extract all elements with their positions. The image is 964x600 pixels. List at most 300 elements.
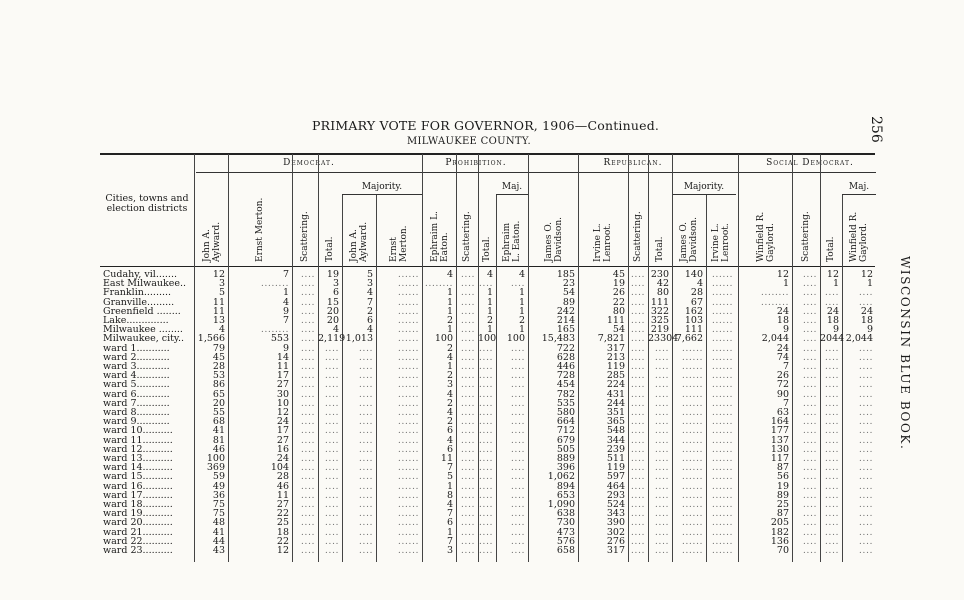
vote-cell: 24 [276, 453, 289, 464]
vote-cell: 68 [212, 416, 225, 428]
column-header: Scattering. [633, 211, 643, 262]
vote-cell: 9 [832, 324, 839, 336]
vote-cell: ...... [711, 462, 733, 474]
party-header-republican: Republican. [603, 158, 663, 168]
vote-cell: .... [654, 471, 669, 483]
vote-cell: .... [358, 535, 373, 547]
vote-cell: 1 [446, 324, 453, 336]
vote-cell: ...... [711, 535, 733, 547]
vote-cell: .... [460, 370, 475, 382]
vote-cell: ...... [681, 462, 703, 474]
vote-cell: 4 [332, 324, 339, 336]
vote-cell: ........ [260, 324, 289, 336]
vote-cell: 5 [446, 471, 453, 483]
vote-cell: .... [300, 407, 315, 418]
vote-cell: 597 [606, 471, 625, 483]
vote-cell: .... [802, 315, 817, 326]
vote-cell: ........ [260, 278, 289, 290]
vote-cell: 27 [276, 379, 289, 391]
vote-cell: 100 [434, 333, 453, 345]
vote-cell: .... [460, 296, 475, 308]
vote-cell: .... [358, 397, 373, 409]
district-name: Granville......... [103, 297, 175, 308]
vote-cell: .... [300, 370, 315, 382]
vote-cell: ........ [424, 278, 453, 290]
vote-cell: ...... [711, 379, 733, 391]
vote-cell: .... [824, 425, 839, 437]
vote-cell: .... [460, 526, 475, 538]
vote-cell: 653 [556, 489, 575, 501]
vote-cell: ...... [681, 471, 703, 483]
vote-cell: .... [630, 269, 645, 280]
vote-cell: ...... [681, 416, 703, 428]
vote-cell: ...... [681, 508, 703, 520]
vote-cell: 24 [776, 305, 789, 317]
vote-cell: 473 [556, 526, 575, 538]
vote-cell: .... [300, 397, 315, 409]
vote-cell: .... [510, 453, 525, 464]
vote-cell: .... [858, 471, 873, 483]
vote-cell: 13 [212, 315, 225, 326]
page-subtitle: MILWAUKEE COUNTY. [407, 136, 531, 147]
vote-cell: 12 [776, 269, 789, 280]
table-header-rule [100, 266, 875, 267]
vote-cell: 1 [486, 324, 493, 336]
vote-cell: 2 [518, 315, 525, 326]
vote-cell: 75 [212, 499, 225, 510]
vote-cell: .... [510, 342, 525, 354]
vote-cell: 7 [446, 508, 453, 520]
vote-cell: .... [358, 361, 373, 372]
vote-cell: .... [510, 462, 525, 474]
vote-cell: .... [300, 296, 315, 308]
vote-cell: 6 [446, 517, 453, 529]
vote-cell: .... [300, 324, 315, 336]
vote-cell: .... [654, 517, 669, 529]
vote-cell: .... [460, 333, 475, 345]
vote-cell: .... [630, 407, 645, 418]
vote-cell: .... [858, 370, 873, 382]
vote-cell: 15,483 [541, 333, 575, 345]
party-underline [196, 172, 876, 173]
vote-cell: 100 [206, 453, 225, 464]
vote-cell: 22 [276, 508, 289, 520]
vote-cell: .... [630, 305, 645, 317]
vote-cell: .... [460, 517, 475, 529]
vote-cell: ...... [397, 407, 419, 418]
vote-cell: .... [478, 351, 493, 363]
vote-cell: 100 [506, 333, 525, 345]
vote-cell: .... [460, 453, 475, 464]
vote-cell: .... [630, 388, 645, 400]
vote-cell: .... [460, 545, 475, 556]
vote-cell: .... [630, 545, 645, 556]
vote-cell: 390 [606, 517, 625, 529]
vote-cell: 28 [212, 361, 225, 372]
column-header: John A. Aylward. [202, 221, 222, 262]
vote-cell: 239 [606, 443, 625, 455]
column-header: Scattering. [300, 211, 310, 262]
vote-cell: 396 [556, 462, 575, 474]
vote-cell: 56 [776, 471, 789, 483]
vote-cell: ...... [397, 278, 419, 290]
vote-cell: .... [824, 296, 839, 308]
vote-cell: ...... [397, 462, 419, 474]
vote-cell: .... [824, 517, 839, 529]
vote-cell: 1 [518, 305, 525, 317]
vote-cell: .... [858, 342, 873, 354]
vote-cell: ...... [711, 508, 733, 520]
vote-cell: .... [858, 489, 873, 501]
vote-cell: ...... [397, 370, 419, 382]
vote-cell: 79 [212, 342, 225, 354]
vote-cell: 67 [690, 296, 703, 308]
district-name: ward 17.......... [103, 490, 173, 501]
vote-cell: .... [630, 508, 645, 520]
vote-cell: 242 [556, 305, 575, 317]
vote-cell: 20 [326, 315, 339, 326]
vote-cell: 89 [562, 296, 575, 308]
vote-cell: .... [824, 499, 839, 510]
vote-cell: 464 [606, 480, 625, 492]
vote-cell: 12 [826, 269, 839, 280]
vote-cell: 177 [770, 425, 789, 437]
vote-cell: .... [324, 361, 339, 372]
vote-cell: .... [802, 535, 817, 547]
vote-cell: 4 [446, 351, 453, 363]
vote-cell: .... [478, 388, 493, 400]
majority-label-democrat: Majority. [361, 182, 403, 192]
vote-cell: ...... [711, 434, 733, 446]
vote-cell: .... [630, 361, 645, 372]
column-header: Scattering. [462, 211, 472, 262]
vote-cell: .... [510, 480, 525, 492]
district-name: ward 23.......... [103, 546, 173, 556]
vote-cell: ...... [397, 425, 419, 437]
vote-cell: .... [358, 480, 373, 492]
district-name: ward 19.......... [103, 509, 173, 520]
vote-cell: 4 [446, 434, 453, 446]
vote-cell: 7 [446, 462, 453, 474]
vote-cell: .... [654, 526, 669, 538]
vote-cell: .... [510, 443, 525, 455]
vote-cell: .... [324, 379, 339, 391]
vote-cell: .... [324, 397, 339, 409]
vote-cell: .... [802, 269, 817, 280]
vote-cell: .... [358, 499, 373, 510]
vote-cell: .... [858, 287, 873, 299]
vote-cell: .... [824, 508, 839, 520]
vote-cell: ...... [681, 361, 703, 372]
vote-cell: .... [510, 416, 525, 428]
vote-cell: .... [802, 425, 817, 437]
vote-cell: .... [460, 315, 475, 326]
vote-cell: 3 [446, 545, 453, 556]
vote-cell: .... [802, 342, 817, 354]
vote-cell: .... [630, 333, 645, 345]
vote-cell: .... [510, 517, 525, 529]
vote-cell: .... [460, 361, 475, 372]
vote-cell: 28 [276, 471, 289, 483]
vote-cell: .... [858, 388, 873, 400]
vote-cell: .... [510, 370, 525, 382]
vote-cell: .... [802, 480, 817, 492]
vote-cell: .... [324, 508, 339, 520]
vote-cell: 1 [446, 480, 453, 492]
vote-cell: .... [478, 535, 493, 547]
vote-cell: 505 [556, 443, 575, 455]
vote-cell: 285 [606, 370, 625, 382]
vote-cell: ...... [681, 379, 703, 391]
vote-cell: 889 [556, 453, 575, 464]
vote-cell: .... [300, 517, 315, 529]
vote-cell: 4 [218, 324, 225, 336]
vote-cell: 7 [282, 269, 289, 280]
vote-cell: .... [358, 471, 373, 483]
vote-cell: .... [300, 535, 315, 547]
vote-cell: .... [630, 499, 645, 510]
vote-cell: .... [460, 351, 475, 363]
vote-cell: .... [630, 434, 645, 446]
vote-cell: 86 [212, 379, 225, 391]
vote-cell: 658 [556, 545, 575, 556]
vote-cell: .... [460, 269, 475, 280]
vote-cell: 17 [276, 370, 289, 382]
vote-cell: .... [478, 499, 493, 510]
vote-cell: 27 [276, 434, 289, 446]
vote-cell: 4 [446, 388, 453, 400]
vote-cell: 137 [770, 434, 789, 446]
vote-cell: .... [460, 425, 475, 437]
vote-cell: 5 [366, 269, 373, 280]
district-name: ward 7........... [103, 398, 170, 409]
vote-cell: ...... [681, 388, 703, 400]
vote-cell: .... [460, 508, 475, 520]
vote-cell: 3 [446, 379, 453, 391]
column-header: John A. Aylward. [349, 221, 369, 262]
vote-cell: .... [478, 453, 493, 464]
vote-cell: 18 [776, 315, 789, 326]
vote-cell: .... [858, 425, 873, 437]
district-name: Greenfield ........ [103, 306, 181, 317]
vote-cell: ...... [711, 489, 733, 501]
vote-cell: ...... [711, 278, 733, 290]
vote-cell: .... [460, 462, 475, 474]
vote-cell: .... [510, 508, 525, 520]
vote-cell: .... [858, 499, 873, 510]
vote-cell: ...... [711, 361, 733, 372]
vote-cell: .... [654, 407, 669, 418]
vote-cell: ...... [711, 407, 733, 418]
vote-cell: 730 [556, 517, 575, 529]
vote-cell: .... [358, 545, 373, 556]
district-name: ward 21.......... [103, 527, 173, 538]
majority-label-republican: Majority. [683, 182, 725, 192]
vote-cell: .... [300, 434, 315, 446]
vote-cell: ...... [397, 361, 419, 372]
vote-cell: .... [654, 416, 669, 428]
vote-cell: 894 [556, 480, 575, 492]
vote-cell: .... [802, 370, 817, 382]
vote-cell: .... [460, 278, 475, 290]
vote-cell: ...... [681, 342, 703, 354]
vote-cell: 6 [446, 443, 453, 455]
vote-cell: 7,821 [597, 333, 625, 345]
vote-cell: 119 [606, 361, 625, 372]
vote-cell: .... [510, 471, 525, 483]
district-name: ward 20.......... [103, 518, 173, 529]
vote-cell: 6 [332, 287, 339, 299]
vote-cell: .... [824, 370, 839, 382]
vote-cell: .... [460, 443, 475, 455]
vote-cell: 219 [650, 324, 669, 336]
column-header: Ephraim L. Eaton. [430, 211, 450, 262]
vote-cell: .... [478, 471, 493, 483]
vote-cell: .... [824, 471, 839, 483]
vote-cell: 63 [776, 407, 789, 418]
vote-cell: 1 [282, 287, 289, 299]
vote-cell: .... [510, 434, 525, 446]
vote-cell: 59 [212, 471, 225, 483]
vote-cell: 136 [770, 535, 789, 547]
vote-cell: .... [858, 443, 873, 455]
vote-cell: .... [300, 278, 315, 290]
vote-cell: ...... [397, 443, 419, 455]
vote-cell: .... [324, 499, 339, 510]
vote-cell: ...... [711, 517, 733, 529]
vote-cell: .... [300, 333, 315, 345]
vote-cell: 1 [446, 287, 453, 299]
vote-cell: .... [460, 379, 475, 391]
vote-cell: 111 [684, 324, 703, 336]
vote-cell: 1,090 [547, 499, 575, 510]
vote-cell: 41 [212, 425, 225, 437]
vote-cell: 12 [212, 269, 225, 280]
vote-cell: 44 [212, 535, 225, 547]
vote-cell: 524 [606, 499, 625, 510]
district-name: East Milwaukee.. [103, 279, 187, 290]
vote-cell: 664 [556, 416, 575, 428]
vote-cell: 1,062 [547, 471, 575, 483]
vote-cell: ...... [397, 526, 419, 538]
vote-cell: 30 [276, 388, 289, 400]
vote-cell: .... [460, 407, 475, 418]
vote-cell: .... [478, 480, 493, 492]
vote-cell: .... [300, 416, 315, 428]
vote-cell: ...... [711, 471, 733, 483]
vote-cell: .... [858, 397, 873, 409]
vote-cell: 1 [518, 287, 525, 299]
district-name: ward 5........... [103, 380, 170, 391]
vote-cell: .... [300, 269, 315, 280]
vote-cell: .... [630, 471, 645, 483]
vote-cell: ...... [397, 379, 419, 391]
vote-cell: .... [510, 397, 525, 409]
vote-cell: ...... [397, 315, 419, 326]
vote-cell: 12 [860, 269, 873, 280]
vote-cell: ...... [397, 545, 419, 556]
vote-cell: 580 [556, 407, 575, 418]
vote-cell: 344 [606, 434, 625, 446]
vote-cell: .... [324, 462, 339, 474]
vote-cell: .... [460, 471, 475, 483]
vote-cell: 553 [270, 333, 289, 345]
vote-cell: 213 [606, 351, 625, 363]
vote-cell: .... [478, 278, 493, 290]
vote-cell: 230 [650, 269, 669, 280]
vote-cell: ...... [397, 351, 419, 363]
vote-cell: .... [300, 315, 315, 326]
vote-cell: 53 [212, 370, 225, 382]
vote-cell: .... [824, 342, 839, 354]
vote-cell: ...... [711, 397, 733, 409]
vote-cell: 18 [276, 526, 289, 538]
vote-cell: 11 [212, 296, 225, 308]
vote-cell: .... [324, 416, 339, 428]
column-header: Winfield R. Gaylord. [849, 211, 869, 262]
column-header: Winfield R. Gaylord. [756, 211, 776, 262]
vote-cell: .... [324, 526, 339, 538]
vote-cell: .... [358, 379, 373, 391]
district-name: ward 22.......... [103, 536, 173, 547]
vote-cell: .... [802, 379, 817, 391]
vote-cell: 548 [606, 425, 625, 437]
vote-cell: .... [510, 489, 525, 501]
vote-cell: .... [324, 453, 339, 464]
vote-cell: .... [824, 397, 839, 409]
vote-cell: ...... [397, 305, 419, 317]
vote-cell: .... [654, 535, 669, 547]
vote-cell: 302 [606, 526, 625, 538]
vote-cell: .... [300, 499, 315, 510]
vote-cell: .... [858, 526, 873, 538]
vote-cell: 1 [446, 305, 453, 317]
vote-cell: .... [802, 333, 817, 345]
vote-cell: ...... [711, 305, 733, 317]
vote-cell: .... [630, 397, 645, 409]
vote-cell: .... [824, 489, 839, 501]
column-header: Total. [482, 236, 492, 262]
vote-cell: 185 [556, 269, 575, 280]
vote-cell: 87 [776, 508, 789, 520]
vote-cell: .... [802, 434, 817, 446]
vote-cell: .... [654, 545, 669, 556]
vote-cell: .... [300, 480, 315, 492]
vote-cell: .... [460, 535, 475, 547]
vote-cell: .... [630, 517, 645, 529]
vote-cell: .... [630, 287, 645, 299]
vote-cell: .... [630, 526, 645, 538]
vote-cell: 712 [556, 425, 575, 437]
vote-cell: 4 [446, 499, 453, 510]
vote-cell: .... [358, 416, 373, 428]
vote-cell: .... [630, 370, 645, 382]
vote-cell: 45 [212, 351, 225, 363]
column-header: Scattering. [801, 211, 811, 262]
majority-underline-republican [672, 194, 736, 195]
vote-cell: ...... [711, 425, 733, 437]
vote-cell: 9 [282, 342, 289, 354]
vote-cell: .... [858, 545, 873, 556]
vote-cell: 36 [212, 489, 225, 501]
vote-cell: .... [324, 370, 339, 382]
vote-cell: 17 [276, 425, 289, 437]
vote-cell: 90 [776, 388, 789, 400]
vote-cell: 140 [684, 269, 703, 280]
vote-cell: ...... [711, 388, 733, 400]
district-name: ward 2........... [103, 352, 170, 363]
vote-cell: .... [460, 388, 475, 400]
